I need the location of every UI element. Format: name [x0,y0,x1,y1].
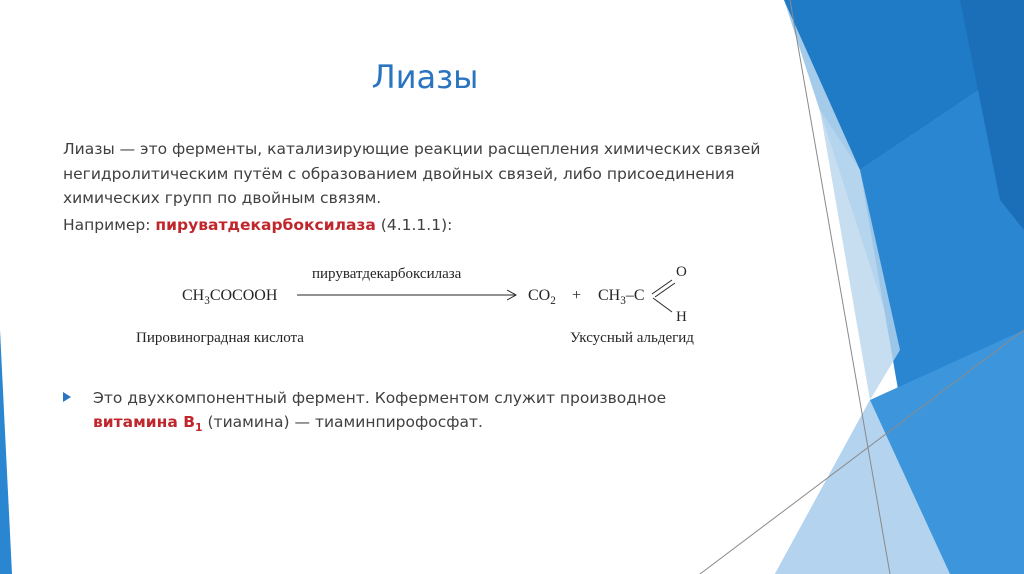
bullet-arrow-icon [63,392,71,402]
decor-left-strip [0,330,12,574]
oxygen-atom: O [676,264,687,280]
reaction-arrow-icon [297,289,522,301]
plus-sign: + [572,287,582,304]
example-suffix: (4.1.1.1): [375,216,453,234]
reactant-name: Пировиноградная кислота [136,330,304,346]
product-acetaldehyde: $CH_3-C$ [598,287,645,308]
example-enzyme: пируватдекарбоксилаза [155,216,376,234]
hydrogen-atom: H [676,309,687,325]
bullet-text: Это двухкомпонентный фермент. Коферментом служит производное витамина $B_1$ (тиамина) — тиаминпирофосфат. [93,389,667,435]
product-co2: $CO_2$ [528,287,556,308]
example-prefix: Например: [63,216,156,234]
slide-title: Лиазы [371,58,479,96]
definition-paragraph: Лиазы — это ферменты, катализирующие реакции расщепления химических связей негидролитическим путём с образованием двойных связей, либо присоединения химических групп по двойным связям. [63,140,761,207]
example-line [63,216,763,234]
reactant-formula: $CH_3COCOOH$ [182,287,278,308]
arrow-enzyme-label: пируватдекарбоксилаза [312,266,462,282]
vitamin-name: витамина $B_1$ [93,413,203,435]
product-name: Уксусный альдегид [570,330,694,346]
